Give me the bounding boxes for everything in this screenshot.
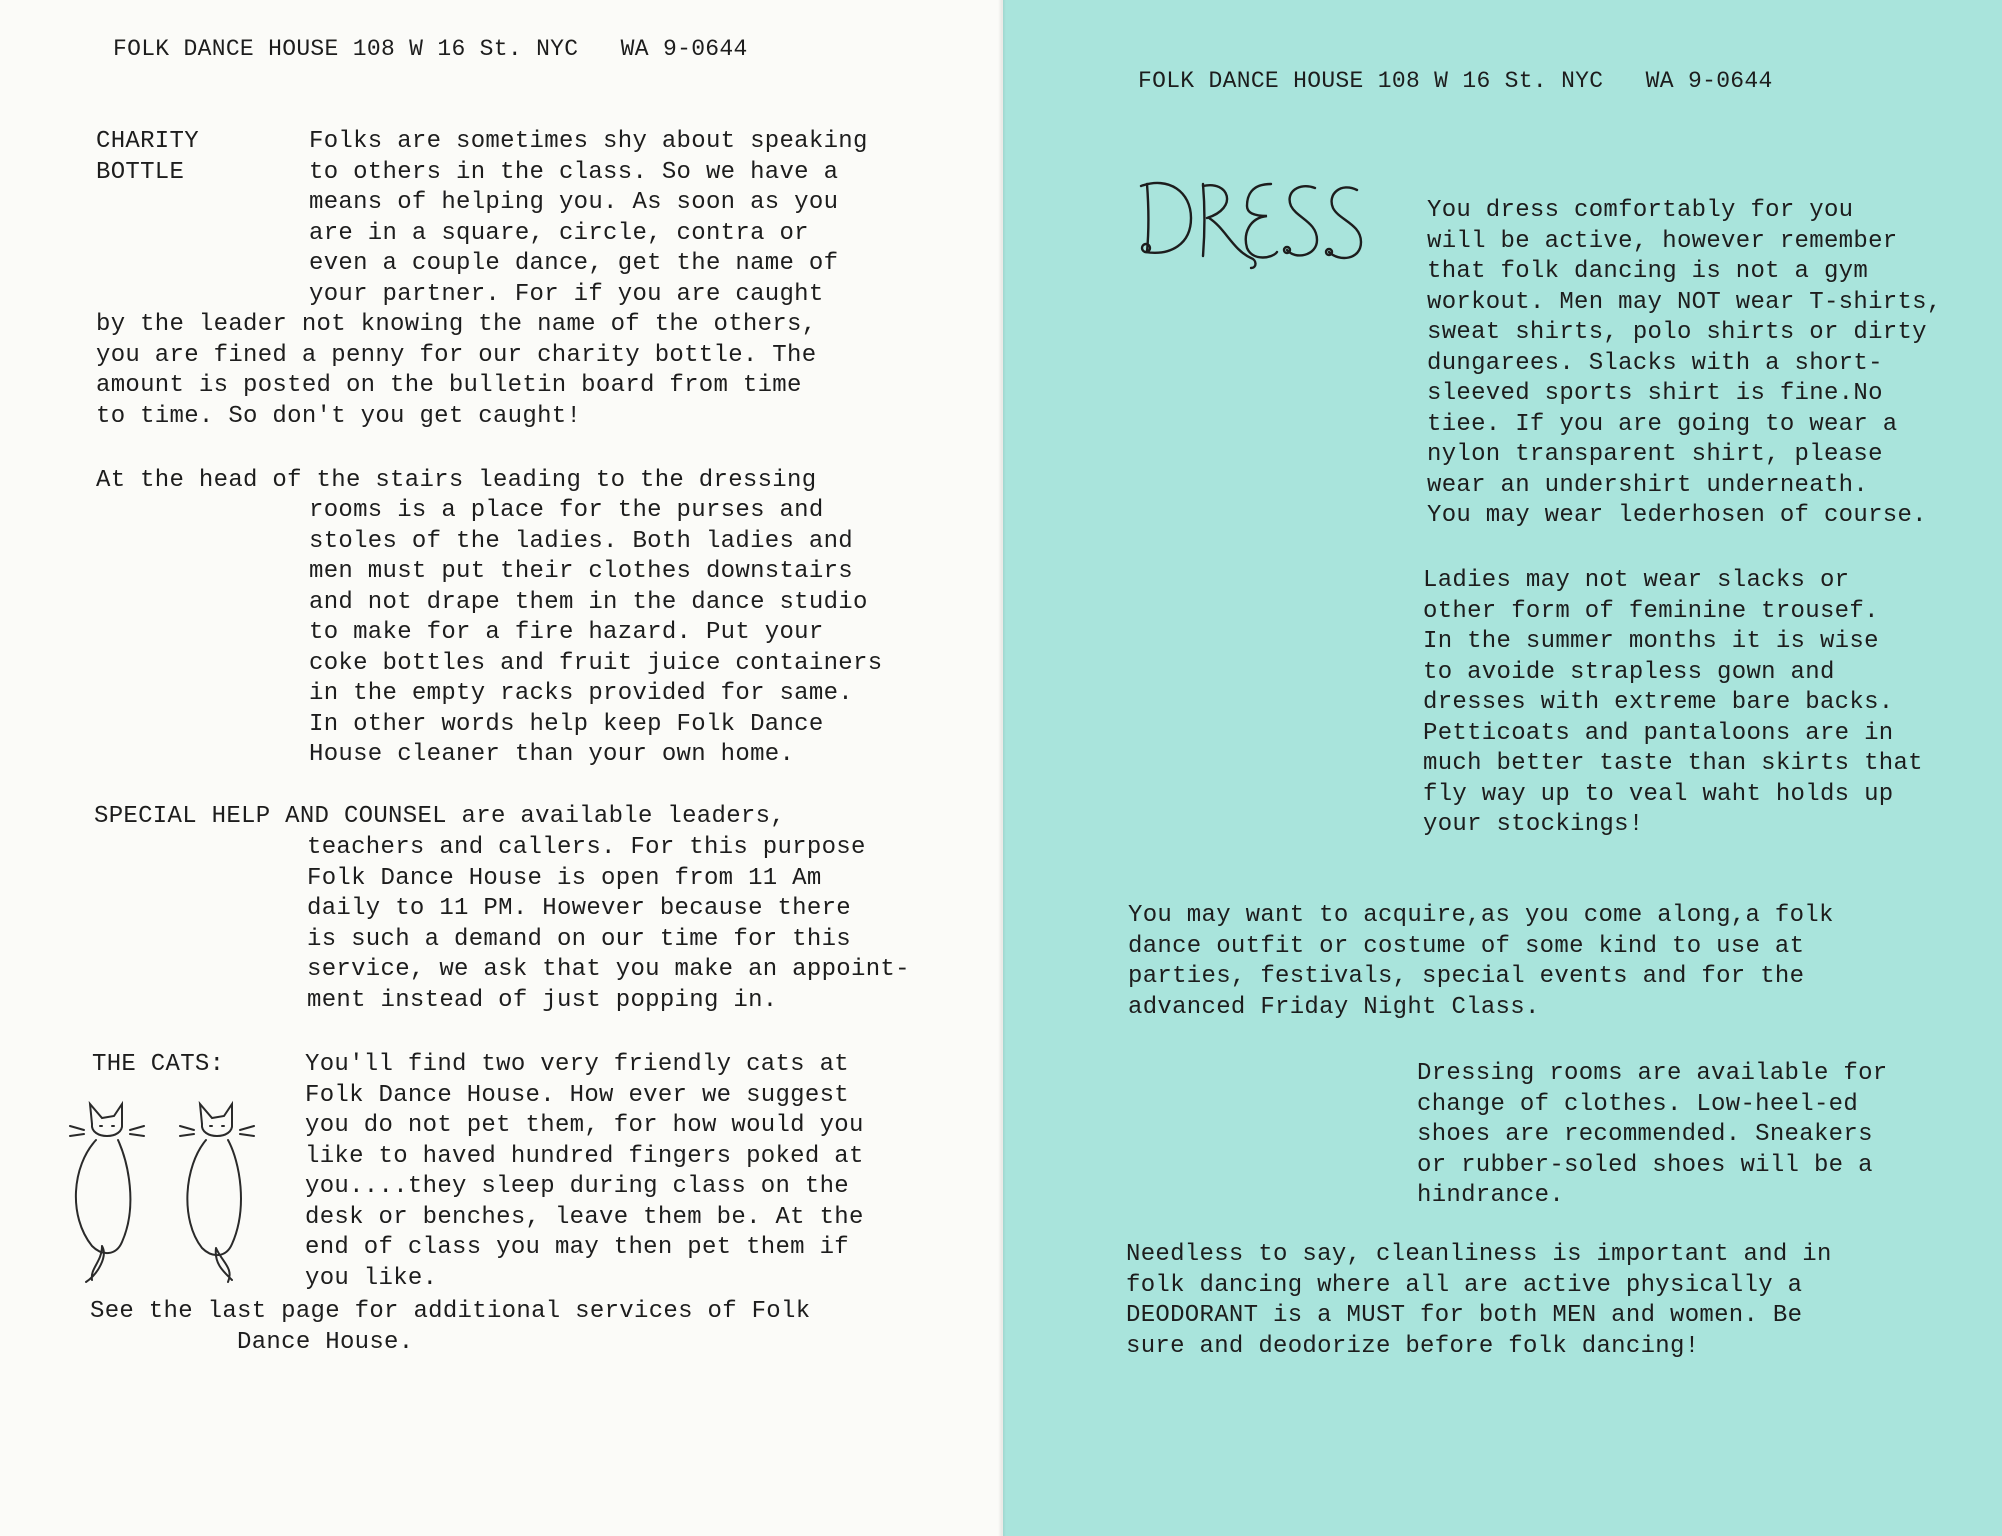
special-help-first-line: SPECIAL HELP AND COUNSEL are available leaders, <box>94 803 786 830</box>
page-fold <box>998 0 1006 1536</box>
left-page-header: FOLK DANCE HOUSE 108 W 16 St. NYC WA 9-0644 <box>113 36 748 62</box>
cat-drawing-icon <box>62 1096 152 1286</box>
stairs-paragraph: rooms is a place for the purses and stoles of the ladies. Both ladies and men must put their clothes downstairs and not drape them in the dance studio to make for a fire hazard. Put your coke bottles and fruit juice containers in the empty racks provided for same. In other words help keep Folk Dance House cleaner than your own home. <box>309 497 883 768</box>
the-cats-paragraph: You'll find two very friendly cats at Folk Dance House. How ever we suggest you do not pet them, for how would you like to haved hundred fingers poked at you....they sleep during class on the desk or benches, leave them be. At the end of class you may then pet them if you like. <box>305 1051 864 1292</box>
charity-bottle-label: CHARITY BOTTLE <box>96 128 199 186</box>
special-help-paragraph: teachers and callers. For this purpose Folk Dance House is open from 11 Am daily to 11 PM. However because there is such a demand on our time for this service, we ask that you make an appoint- ment instead of just popping in. <box>307 834 910 1014</box>
cleanliness-paragraph: Needless to say, cleanliness is important and in folk dancing where all are active physically a DEODORANT is a MUST for both MEN and women. Be sure and deodorize before folk dancing! <box>1126 1241 1832 1360</box>
dress-handwritten-title <box>1139 170 1379 290</box>
stairs-paragraph-first-line: At the head of the stairs leading to the dressing <box>96 467 817 494</box>
right-page-header: FOLK DANCE HOUSE 108 W 16 St. NYC WA 9-0644 <box>1138 68 1773 94</box>
the-cats-label: THE CATS: <box>92 1051 225 1078</box>
dressing-rooms-paragraph: Dressing rooms are available for change of clothes. Low-heel-ed shoes are recommended. Sneakers or rubber-soled shoes will be a hindrance. <box>1417 1060 1888 1209</box>
cat-drawing-icon <box>172 1096 262 1286</box>
see-last-page-note: See the last page for additional services of Folk Dance House. <box>90 1298 811 1356</box>
dress-paragraph: You dress comfortably for you will be active, however remember that folk dancing is not a gym workout. Men may NOT wear T-shirts, sweat shirts, polo shirts or dirty dungarees. Slacks with a short- sleeved sports shirt is fine.No tiee. If you are going to wear a nylon transparent shirt, please wear an undershirt underneath. You may wear lederhosen of course. <box>1427 197 1942 529</box>
outfit-paragraph: You may want to acquire,as you come along,a folk dance outfit or costume of some kind to use at parties, festivals, special events and for the advanced Friday Night Class. <box>1128 902 1834 1021</box>
ladies-paragraph: Ladies may not wear slacks or other form of feminine trousef. In the summer months it is wise to avoide strapless gown and dresses with extreme bare backs. Petticoats and pantaloons are in much better taste than skirts that fly way up to veal waht holds up your stockings! <box>1423 567 1923 838</box>
charity-bottle-text-cont: by the leader not knowing the name of the others, you are fined a penny for our charity bottle. The amount is posted on the bulletin board from time to time. So don't you get caught! <box>96 311 817 430</box>
charity-bottle-text: Folks are sometimes shy about speaking to others in the class. So we have a means of helping you. As soon as you are in a square, circle, contra or even a couple dance, get the name of your partner. For if you are caught <box>309 128 868 308</box>
